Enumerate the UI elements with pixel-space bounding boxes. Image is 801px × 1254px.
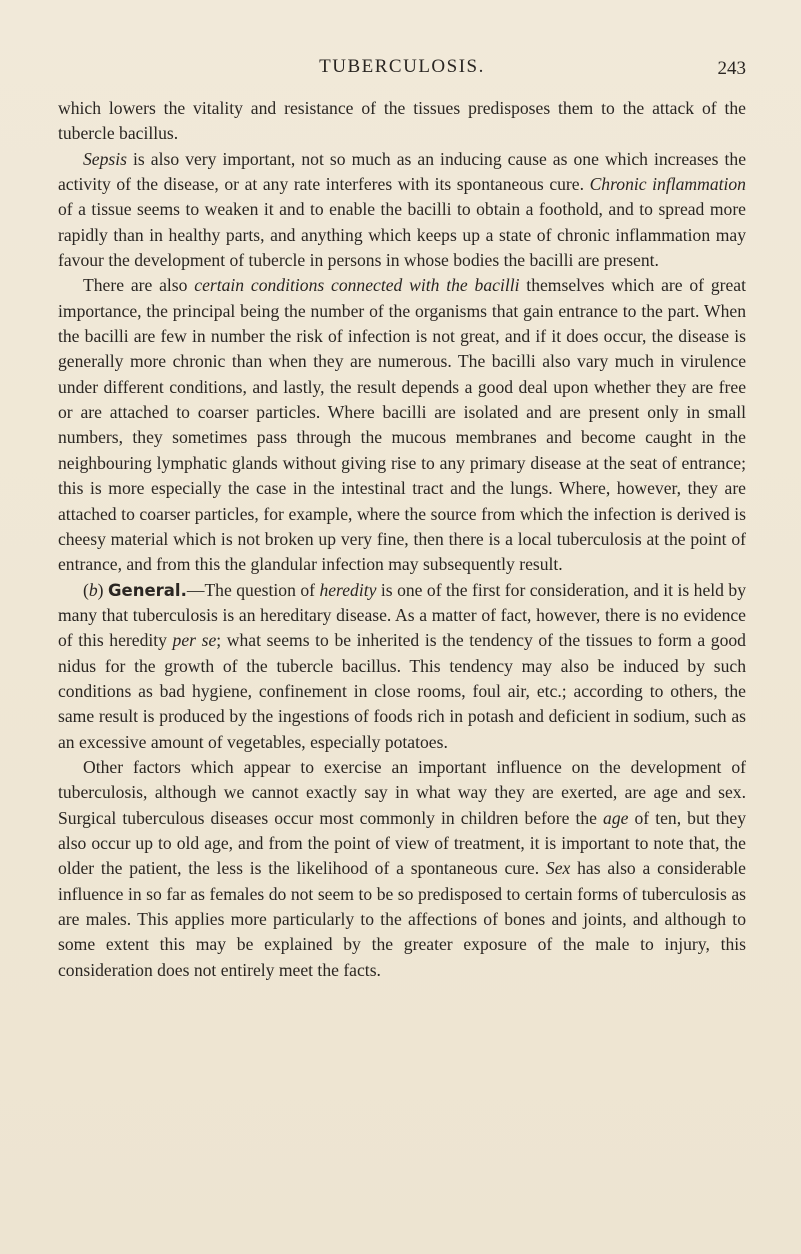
section-label: b [88, 579, 98, 600]
section-label-close: ) [97, 579, 108, 600]
paragraph-age-sex-text-3: has also a considerable influence in so far as females do not seem to be so predisposed to certain forms of tuberculosis as are males. This applies more particularly to the affections of bones and joints, and although to some extent this may be explained by the greater exposure of the male to injury, this consideration does not entirely meet the facts. [58, 858, 746, 980]
paragraph-sepsis-text-1: is also very important, not so much as an inducing cause as one which increases the activity of the disease, or at any rate interferes with its spontaneous cure. [58, 148, 746, 195]
paragraph-bacilli-text-2: themselves which are of great importance, the principal being the number of the organisms that gain entrance to the part. When the bacilli are few in number the risk of infection is not great, and if it does occur, the disease is generally more chronic than when they are numerous. The bacilli also vary much in virulence under different conditions, and lastly, the result depends a good deal upon whether they are free or are attached to coarser particles. Where bacilli are isolated and are present only in small numbers, they sometimes pass through the mucous membranes and become caught in the neighbouring lymphatic glands without giving rise to any primary disease at the seat of entrance; this is more especially the case in the intestinal tract and the lungs. Where, however, they are attached to coarser particles, for example, where the source from which the infection is derived is cheesy material which is not broken up very fine, then there is a local tuberculosis at the point of entrance, and from this the glandular infection may subsequently result. [58, 275, 746, 575]
body-text [58, 96, 746, 983]
paragraph-age-sex-text-2: of ten, but they also occur up to old age, and from the point of view of treatment, it is important to note that, the older the patient, the less is the likelihood of a spontaneous cure. [58, 807, 747, 879]
section-heading-general: General. [107, 580, 187, 600]
paragraph-1-text: which lowers the vitality and resistance of the tissues predisposes them to the attack of the tubercle bacillus. [58, 98, 746, 144]
paragraph-general [58, 578, 746, 755]
running-title: TUBERCULOSIS. [319, 56, 485, 77]
term-sepsis: Sepsis [83, 148, 127, 169]
paragraph-sepsis-text-2: of a tissue seems to weaken it and to enable the bacilli to obtain a foothold, and to spread more rapidly than in healthy parts, and anything which keeps up a state of chronic inflammation may favour the development of tubercle in persons in whose bodies the bacilli are present. [58, 199, 746, 271]
term-chronic-inflammation: Chronic inflammation [589, 174, 746, 195]
page-number: 243 [717, 58, 746, 79]
section-label-open: ( [83, 579, 89, 600]
paragraph-general-text-1: —The question of [186, 579, 320, 600]
paragraph-1 [58, 96, 746, 147]
paragraph-sepsis [58, 147, 746, 274]
page-header [58, 56, 746, 86]
paragraph-general-text-2: is one of the first for consideration, and it is held by many that tuberculosis is an hereditary disease. As a matter of fact, however, there is no evidence of this heredity [58, 579, 746, 651]
term-heredity: heredity [319, 579, 377, 600]
paragraph-age-sex [58, 755, 746, 983]
term-certain-conditions: certain conditions connected with the bacilli [194, 275, 520, 296]
term-age: age [603, 807, 629, 828]
paragraph-age-sex-text-1: Other factors which appear to exercise an important influence on the development of tuberculosis, although we cannot exactly say in what way they are exerted, are age and sex. Surgical tuberculous diseases occur most commonly in children before the [58, 756, 746, 828]
term-per-se: per se [172, 630, 217, 651]
paragraph-bacilli-text-1: There are also [83, 275, 195, 296]
paragraph-bacilli-conditions [58, 273, 746, 577]
term-sex: Sex [545, 858, 571, 879]
paragraph-general-text-3: ; what seems to be inherited is the tendency of the tissues to form a good nidus for the growth of the tubercle bacillus. This tendency may also be induced by such conditions as bad hygiene, confinement in close rooms, foul air, etc.; according to others, the same result is produced by the ingestions of foods rich in potash and deficient in sodium, such as an excessive amount of vegetables, especially potatoes. [58, 630, 746, 752]
